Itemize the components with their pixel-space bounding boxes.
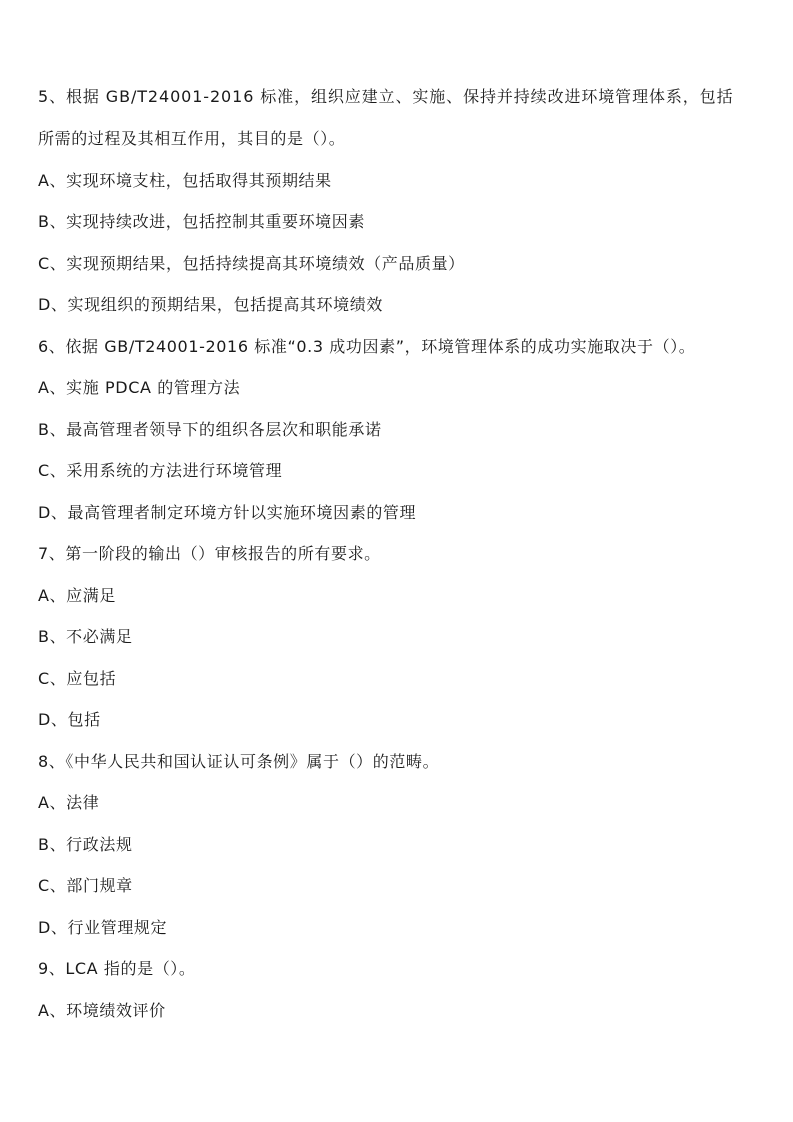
question-5-option-d: D、实现组织的预期结果，包括提高其环境绩效: [38, 295, 383, 314]
question-5-option-a: A、实现环境支柱，包括取得其预期结果: [38, 171, 332, 190]
question-8-option-b: B、行政法规: [38, 835, 133, 854]
question-5-stem-line-2: 所需的过程及其相互作用，其目的是（）。: [38, 129, 346, 148]
question-9-option-a: A、环境绩效评价: [38, 1001, 166, 1020]
question-7-option-a: A、应满足: [38, 586, 116, 605]
question-6-option-a: A、实施 PDCA 的管理方法: [38, 378, 241, 397]
question-5-stem-line-1: 5、根据 GB/T24001-2016 标准，组织应建立、实施、保持并持续改进环境管理体系，包括: [38, 87, 734, 106]
question-6-option-b: B、最高管理者领导下的组织各层次和职能承诺: [38, 420, 382, 439]
question-8-option-a: A、法律: [38, 793, 100, 812]
question-6-option-d: D、最高管理者制定环境方针以实施环境因素的管理: [38, 503, 417, 522]
question-9-stem: 9、LCA 指的是（）。: [38, 959, 196, 978]
question-8-option-d: D、行业管理规定: [38, 918, 168, 937]
question-8-stem: 8、《中华人民共和国认证认可条例》属于（）的范畴。: [38, 752, 440, 771]
question-6-stem: 6、依据 GB/T24001-2016 标准“0.3 成功因素”，环境管理体系的成功实施取决于（）。: [38, 337, 696, 356]
question-7-stem: 7、第一阶段的输出（）审核报告的所有要求。: [38, 544, 381, 563]
question-7-option-d: D、包括: [38, 710, 101, 729]
question-5-option-b: B、实现持续改进，包括控制其重要环境因素: [38, 212, 365, 231]
question-8-option-c: C、部门规章: [38, 876, 133, 895]
question-5-option-c: C、实现预期结果，包括持续提高其环境绩效（产品质量）: [38, 254, 465, 273]
question-6-option-c: C、采用系统的方法进行环境管理: [38, 461, 283, 480]
question-7-option-c: C、应包括: [38, 669, 117, 688]
question-7-option-b: B、不必满足: [38, 627, 133, 646]
